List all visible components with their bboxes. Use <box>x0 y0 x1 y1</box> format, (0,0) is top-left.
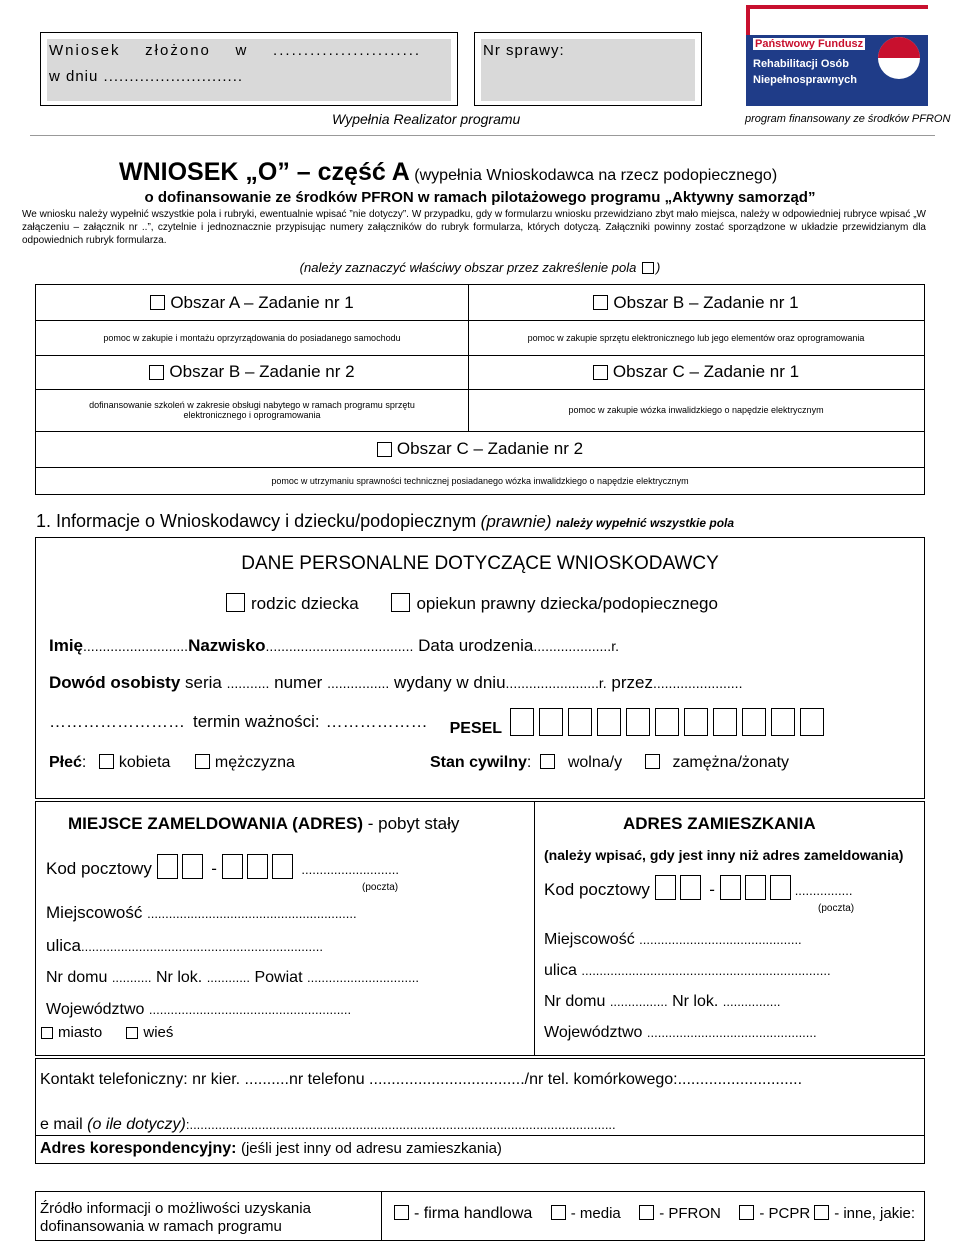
source-firma-label: - firma handlowa <box>414 1205 533 1222</box>
header-divider <box>30 135 935 136</box>
email-field[interactable]: :...................................................................................................................... <box>185 1117 616 1132</box>
area-b1-desc: pomoc w zakupie sprzętu elektronicznego lub jego elementów oraz oprogramowania <box>527 332 865 343</box>
zamieszk-nr-row <box>544 993 781 1011</box>
imie-field[interactable]: ........................... <box>83 638 189 654</box>
area-b1-label: Obszar B – Zadanie nr 1 <box>613 292 799 312</box>
area-c1[interactable] <box>468 355 924 389</box>
opiekun-label: opiekun prawny dziecka/podopiecznego <box>416 594 718 613</box>
zamieszk-kod-box[interactable] <box>720 875 741 900</box>
seria-label: seria <box>185 673 222 692</box>
source-pfron-label: - PFRON <box>659 1205 721 1222</box>
logo-text-2: Rehabilitacji Osób <box>753 58 849 70</box>
pesel-digit-box[interactable] <box>568 708 592 736</box>
correspondence-row <box>40 1140 502 1158</box>
source-divider <box>381 1192 382 1240</box>
source-media-label: - media <box>570 1205 621 1222</box>
miasto-label: miasto <box>58 1024 103 1041</box>
source-media-checkbox[interactable] <box>551 1205 566 1220</box>
area-c2-label: Obszar C – Zadanie nr 2 <box>396 439 584 458</box>
area-b1-checkbox[interactable] <box>593 295 608 310</box>
logo-circle-icon <box>876 35 922 81</box>
termin-field[interactable]: ……………… <box>325 712 428 731</box>
pesel-boxes[interactable] <box>510 708 829 736</box>
mezczyzna-checkbox[interactable] <box>195 754 210 769</box>
zam-kod-label: Kod pocztowy <box>46 859 152 878</box>
plec-label: Płeć <box>49 754 82 771</box>
zamieszk-nr-domu-label: Nr domu <box>544 993 606 1010</box>
rodzic-label: rodzic dziecka <box>251 594 359 613</box>
zameldowanie-heading <box>68 814 459 834</box>
zameldowanie-title: MIEJSCE ZAMELDOWANIA (ADRES) <box>68 814 363 833</box>
zam-powiat-label: Powiat <box>254 969 303 986</box>
pfron-logo <box>746 5 928 106</box>
logo-top-red <box>746 9 750 35</box>
nazwisko-label: Nazwisko <box>188 636 266 655</box>
source-pcpr-label: - PCPR <box>759 1205 811 1222</box>
zamieszk-kod-row: Kod pocztowy - ................ <box>544 875 852 900</box>
zam-nr-domu-field[interactable]: ........... <box>111 970 152 985</box>
zamieszk-kod-label: Kod pocztowy <box>544 880 650 899</box>
area-b2-label: Obszar B – Zadanie nr 2 <box>169 362 355 381</box>
zam-kod-box[interactable] <box>247 854 268 879</box>
zamieszk-ulica-label: ulica <box>544 962 577 979</box>
zamieszk-poczta-field[interactable]: ................ <box>794 883 853 898</box>
pesel-digit-box[interactable] <box>539 708 563 736</box>
data-urodzenia-label: Data urodzenia <box>418 636 534 655</box>
mezczyzna-label: mężczyzna <box>214 754 295 771</box>
przez-label: przez <box>611 673 653 692</box>
zam-nr-lok-label: Nr lok. <box>156 969 203 986</box>
source-inne-label: - inne, jakie: <box>834 1205 916 1222</box>
zamieszk-nr-lok-field[interactable]: ................ <box>722 994 781 1009</box>
source-pcpr-checkbox[interactable] <box>739 1205 754 1220</box>
dowod-label: Dowód osobisty <box>49 673 181 692</box>
area-c1-label: Obszar C – Zadanie nr 1 <box>612 362 800 381</box>
zam-kod-box[interactable] <box>182 854 203 879</box>
submission-line2: w dniu ........................... <box>49 68 244 85</box>
zam-ulica-row <box>46 936 323 956</box>
case-number-box <box>474 32 702 106</box>
case-number-label: Nr sprawy: <box>483 42 565 59</box>
data-urodzenia-field[interactable]: ....................r. <box>533 638 619 654</box>
wydany-field[interactable]: ........................r. <box>505 675 607 691</box>
kobieta-label: kobieta <box>118 754 171 771</box>
zam-poczta-field[interactable]: ........................... <box>301 862 399 877</box>
zam-powiat-field[interactable]: ............................... <box>306 970 419 985</box>
numer-label: numer <box>274 673 323 692</box>
przez-continuation-field[interactable]: …………………… <box>49 712 185 731</box>
zamieszk-nr-lok-label: Nr lok. <box>672 993 719 1010</box>
kobieta-checkbox[interactable] <box>99 754 114 769</box>
program-financed-note: program finansowany ze środków PFRON <box>745 113 951 125</box>
address-divider <box>534 802 535 1055</box>
zam-miejscowosc-field[interactable]: .......................................................... <box>147 906 357 921</box>
section1-heading <box>36 511 734 532</box>
source-pfron-checkbox[interactable] <box>639 1205 654 1220</box>
source-options <box>394 1205 915 1223</box>
zam-wojewodztwo-label: Województwo <box>46 1001 145 1018</box>
area-b1[interactable] <box>468 285 924 320</box>
area-c1-checkbox[interactable] <box>593 365 608 380</box>
zam-kod-box[interactable] <box>157 854 178 879</box>
zamezna-checkbox[interactable] <box>645 754 660 769</box>
correspondence-label: Adres korespondencyjny: <box>40 1140 237 1157</box>
pesel-digit-box[interactable] <box>597 708 621 736</box>
logo-top-white <box>746 9 928 35</box>
pesel-digit-box[interactable] <box>684 708 708 736</box>
area-c2-desc: pomoc w utrzymaniu sprawności technicznej posiadanego wózka inwalidzkiego o napędzie elektrycznym <box>271 476 689 486</box>
pesel-digit-box[interactable] <box>655 708 679 736</box>
zam-wojewodztwo-field[interactable]: ........................................................ <box>148 1002 352 1017</box>
section1-prawnie: (prawnie) <box>480 512 552 531</box>
zamieszk-poczta-caption: (poczta) <box>818 903 855 914</box>
przez-field[interactable]: ....................... <box>653 675 743 691</box>
zam-locality-row <box>41 1024 173 1041</box>
email-label: e mail <box>40 1116 83 1133</box>
zam-miejscowosc-label: Miejscowość <box>46 903 143 922</box>
address-box <box>35 801 925 1056</box>
wies-checkbox[interactable] <box>126 1027 138 1039</box>
zamieszk-wojewodztwo-row <box>544 1024 817 1042</box>
form-title: WNIOSEK „O” – część A <box>119 158 410 186</box>
zamieszk-kod-box[interactable] <box>680 875 701 900</box>
zam-kod-row: Kod pocztowy - ........................... <box>46 854 399 879</box>
zam-wojewodztwo-row <box>46 1001 351 1019</box>
personal-data-heading: DANE PERSONALNE DOTYCZĄCE WNIOSKODAWCY <box>241 553 719 574</box>
zameldowanie-suffix: - pobyt stały <box>367 814 460 833</box>
opiekun-checkbox[interactable] <box>391 593 410 612</box>
area-c1-desc: pomoc w zakupie wózka inwalidzkiego o napędzie elektrycznym <box>568 405 824 415</box>
zamieszk-miejscowosc-label: Miejscowość <box>544 931 635 948</box>
contact-divider <box>36 1135 924 1136</box>
zamezna-label: zamężna/żonaty <box>672 754 790 771</box>
zamieszk-ulica-field[interactable]: ..................................................................... <box>581 963 831 978</box>
email-row <box>40 1116 616 1134</box>
miasto-checkbox[interactable] <box>41 1027 53 1039</box>
rodzic-checkbox[interactable] <box>226 593 245 612</box>
wolna-checkbox[interactable] <box>540 754 555 769</box>
areas-table <box>35 284 925 495</box>
imie-label: Imię <box>49 636 84 655</box>
pesel-digit-box[interactable] <box>742 708 766 736</box>
section1-title: 1. Informacje o Wnioskodawcy i dziecku/podopiecznym <box>36 511 477 531</box>
section1-note: należy wypełnić wszystkie pola <box>555 516 735 530</box>
wolna-label: wolna/y <box>567 754 623 771</box>
stan-label: Stan cywilny <box>430 754 527 771</box>
form-title-sub: (wypełnia Wnioskodawca na rzecz podopiecznego) <box>414 167 778 184</box>
correspondence-note: (jeśli jest inny od adresu zamieszkania) <box>240 1140 502 1157</box>
logo-text-3: Niepełnosprawnych <box>753 74 857 86</box>
personal-data-box <box>35 537 925 799</box>
zamieszk-kod-box[interactable] <box>745 875 766 900</box>
zamieszkanie-note: (należy wpisać, gdy jest inny niż adres zameldowania) <box>544 847 904 863</box>
sex-row: Płeć: kobieta mężczyzna <box>49 754 295 771</box>
name-row <box>49 636 619 656</box>
instructions: We wniosku należy wypełnić wszystkie pola i rubryki, ewentualnie wpisać ”nie dotyczy”. W przypadku, gdy w formularzu wniosku przewidziano zbyt mało miejsca, należy w odpowiedniej rubryce wpisać „W załączeniu – załącznik nr ..”, czytelnie i jednoznacznie przypisując numery załączników do rubryk formularza, których dotyczą. Załączniki powinny zostać sporządzone w układzie przewidzianym dla odpowiednich rubryk formularza. <box>22 209 926 246</box>
pesel-digit-box[interactable] <box>626 708 650 736</box>
area-a1-label: Obszar A – Zadanie nr 1 <box>170 292 354 312</box>
marital-row: Stan cywilny: wolna/y zamężna/żonaty <box>430 754 790 771</box>
area-a1[interactable] <box>36 285 468 320</box>
applicant-type-row <box>226 593 718 614</box>
source-box <box>35 1191 925 1241</box>
area-c2-checkbox[interactable] <box>377 442 392 457</box>
contact-box <box>35 1058 925 1164</box>
pesel-digit-box[interactable] <box>713 708 737 736</box>
zamieszk-wojewodztwo-label: Województwo <box>544 1024 643 1041</box>
zamieszk-ulica-row <box>544 962 831 980</box>
pesel-digit-box[interactable] <box>771 708 795 736</box>
hint-checkbox-icon <box>642 262 654 274</box>
submission-box <box>40 32 458 106</box>
validity-row <box>49 706 829 738</box>
area-a1-desc: pomoc w zakupie i montażu oprzyrządowania do posiadanego samochodu <box>103 332 401 343</box>
zam-poczta-caption: (poczta) <box>362 882 399 893</box>
termin-label: termin ważności: <box>193 712 320 731</box>
wydany-label: wydany w dniu <box>394 673 506 692</box>
zam-nr-lok-field[interactable]: ............ <box>206 970 251 985</box>
source-label: Źródło informacji o możliwości uzyskania dofinansowania w ramach programu <box>40 1200 311 1235</box>
phone-row[interactable]: Kontakt telefoniczny: nr kier. ..........nr telefonu .................................../nr tel. komórkowego:............................ <box>40 1071 803 1088</box>
zamieszk-miejscowosc-field[interactable]: ............................................. <box>639 932 802 947</box>
zam-ulica-field[interactable]: ................................................................... <box>80 939 323 954</box>
area-select-hint: (należy zaznaczyć właściwy obszar przez zakreślenie pola ) <box>299 260 661 275</box>
pesel-label: PESEL <box>449 720 503 737</box>
area-b2-checkbox[interactable] <box>149 365 164 380</box>
zamieszk-nr-domu-field[interactable]: ................ <box>609 994 668 1009</box>
id-card-row <box>49 673 742 693</box>
realizator-note: Wypełnia Realizator programu <box>332 111 521 127</box>
area-select-hint-text: (należy zaznaczyć właściwy obszar przez zakreślenie pola <box>299 260 637 275</box>
logo-text-1: Państwowy Fundusz <box>755 38 864 50</box>
pesel-digit-box[interactable] <box>510 708 534 736</box>
zam-nr-row <box>46 969 419 987</box>
source-firma-checkbox[interactable] <box>394 1205 409 1220</box>
nazwisko-field[interactable]: ...................................... <box>265 638 414 654</box>
zam-ulica-label: ulica <box>46 936 81 955</box>
zamieszkanie-heading: ADRES ZAMIESZKANIA <box>623 814 816 833</box>
area-b2-desc: dofinansowanie szkoleń w zakresie obsługi nabytego w ramach programu sprzętu elektronicznego i oprogramowania <box>89 400 415 420</box>
zamieszk-kod-box[interactable] <box>770 875 791 900</box>
zamieszk-kod-box[interactable] <box>655 875 676 900</box>
zam-kod-box[interactable] <box>272 854 293 879</box>
form-subtitle: o dofinansowanie ze środków PFRON w ramach pilotażowego programu „Aktywny samorząd” <box>144 189 816 206</box>
pesel-digit-box[interactable] <box>800 708 824 736</box>
area-c2[interactable] <box>36 431 924 467</box>
zam-kod-box[interactable] <box>222 854 243 879</box>
area-a1-checkbox[interactable] <box>150 295 165 310</box>
zam-nr-domu-label: Nr domu <box>46 969 108 986</box>
submission-line1: Wniosek złożono w ........................ <box>49 42 422 59</box>
form-title-row <box>119 158 777 187</box>
zam-miejscowosc-row <box>46 903 357 923</box>
zamieszk-miejscowosc-row <box>544 931 802 949</box>
seria-field[interactable]: ........... <box>226 675 270 691</box>
source-inne-checkbox[interactable] <box>814 1205 829 1220</box>
zamieszk-wojewodztwo-field[interactable]: ............................................... <box>646 1025 817 1040</box>
email-note: (o ile dotyczy) <box>87 1116 186 1133</box>
numer-field[interactable]: ................ <box>327 675 390 691</box>
area-b2[interactable] <box>36 355 468 389</box>
wies-label: wieś <box>143 1024 174 1041</box>
